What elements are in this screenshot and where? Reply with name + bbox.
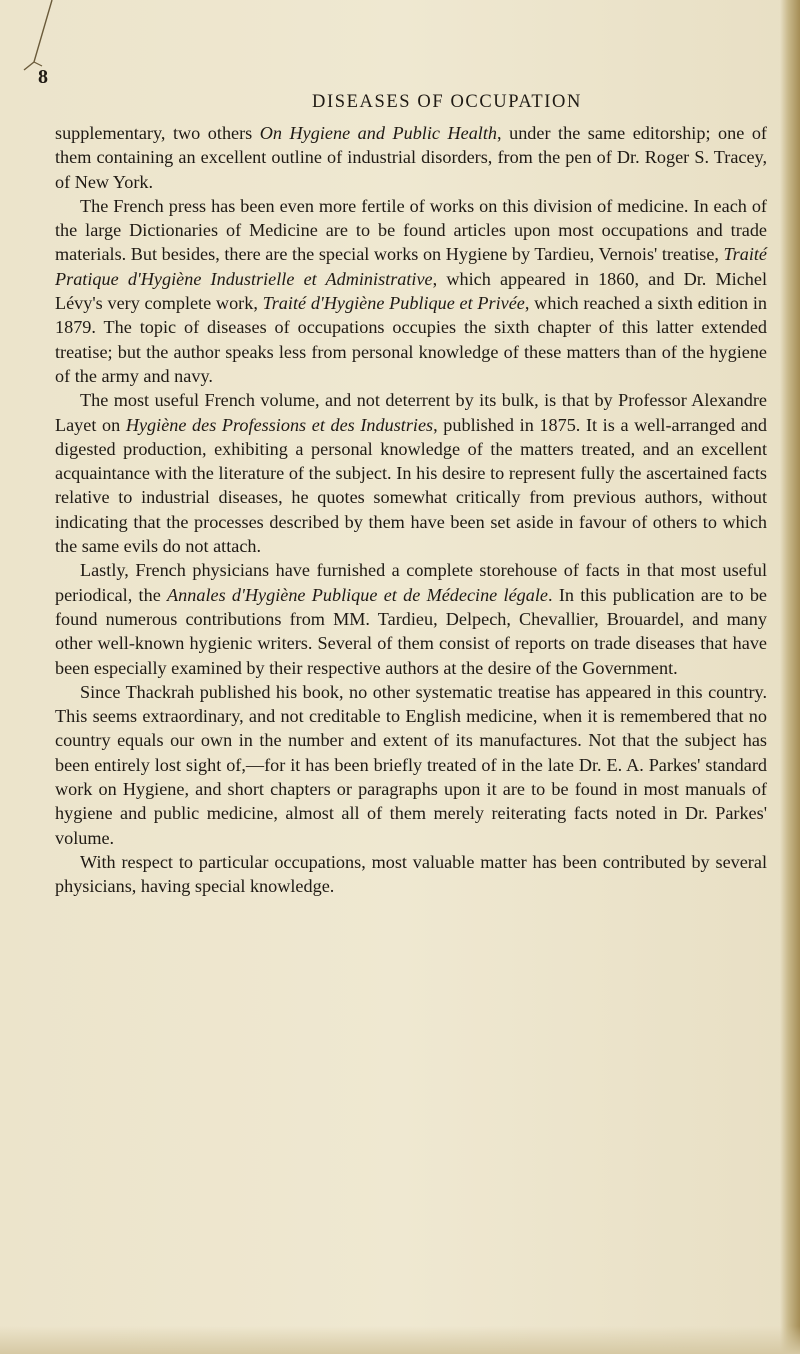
folded-corner-mark bbox=[22, 0, 62, 72]
page-number: 8 bbox=[38, 66, 48, 88]
text-run: . In this publication are to be found numerous contributions from MM. Tardieu, Delpech, Chevallier, Brouardel, and many other well-known hygienic writers. Several of them consist of reports on trade diseases that have been especially examined by their respective authors at the desire of the Government. bbox=[55, 584, 767, 678]
text-run: The French press has been even more fertile of works on this division of medicine. In each of the large Dictionaries of Medicine are to be found articles upon most occupations and trade materials. But besides, there are the special works on Hygiene by Tardieu, Vernois' treatise, bbox=[55, 195, 767, 265]
text-run: , published in 1875. It is a well-arranged and digested production, exhibiting a personal knowledge of the matters treated, and an excellent acquaintance with the literature of the subject. In his desire to represent fully the ascertained facts relative to industrial diseases, he quotes somewhat critically from previous authors, without indicating that the processes described by them have been set aside in favour of others to which the same evils do not attach. bbox=[55, 414, 767, 557]
text-run: With respect to particular occupations, most valuable matter has been contributed by several physicians, having special knowledge. bbox=[55, 851, 767, 897]
paragraph bbox=[55, 388, 767, 558]
body-text bbox=[55, 121, 767, 899]
running-head: DISEASES OF OCCUPATION bbox=[312, 92, 582, 112]
paragraph bbox=[55, 194, 767, 388]
paragraph bbox=[55, 558, 767, 679]
paragraph bbox=[55, 121, 767, 194]
text-run: The most useful French volume, and not deterrent by its bulk, is that by Professor Alexandre Layet on bbox=[55, 390, 767, 435]
italic-title: Annales d'Hygiène Publique et de Médecine légale bbox=[167, 584, 548, 605]
text-run: supplementary, two others bbox=[55, 123, 260, 143]
text-run: Lastly, French physicians have furnished a complete storehouse of facts in that most useful periodical, the bbox=[55, 560, 767, 605]
text-run: , under the same editorship; one of them containing an excellent outline of industrial disorders, from the pen of Dr. Roger S. Tracey, of New York. bbox=[55, 123, 767, 192]
text-run: , which appeared in 1860, and Dr. Michel Lévy's very complete work, bbox=[55, 268, 768, 314]
page-edge-shadow bbox=[780, 0, 800, 1354]
italic-title: Hygiène des Professions et des Industries bbox=[125, 414, 434, 435]
italic-title: Traité Pratique d'Hygiène Industrielle et Administrative bbox=[55, 244, 767, 289]
paragraph bbox=[55, 850, 767, 899]
text-run: , which reached a sixth edition in 1879. The topic of diseases of occupations occupies the sixth chapter of this latter extended treatise; but the author speaks less from personal knowledge of these matters than of the hygiene of the army and navy. bbox=[55, 293, 767, 386]
italic-title: Traité d'Hygiène Publique et Privée bbox=[262, 293, 525, 314]
page-bottom-edge bbox=[0, 1326, 800, 1354]
text-run: Since Thackrah published his book, no other systematic treatise has appeared in this country. This seems extraordinary, and not creditable to English medicine, when it is remembered that no country equals our own in the number and extent of its manufactures. Not that the subject has been entirely lost sight of,—for it has been briefly treated of in the late Dr. E. A. Parkes' standard work on Hygiene, and short chapters or paragraphs upon it are to be found in most manuals of hygiene and public medicine, almost all of them merely reiterating facts noted in Dr. Parkes' volume. bbox=[55, 681, 767, 848]
paragraph bbox=[55, 680, 767, 850]
italic-title: On Hygiene and Public Health bbox=[259, 123, 498, 143]
